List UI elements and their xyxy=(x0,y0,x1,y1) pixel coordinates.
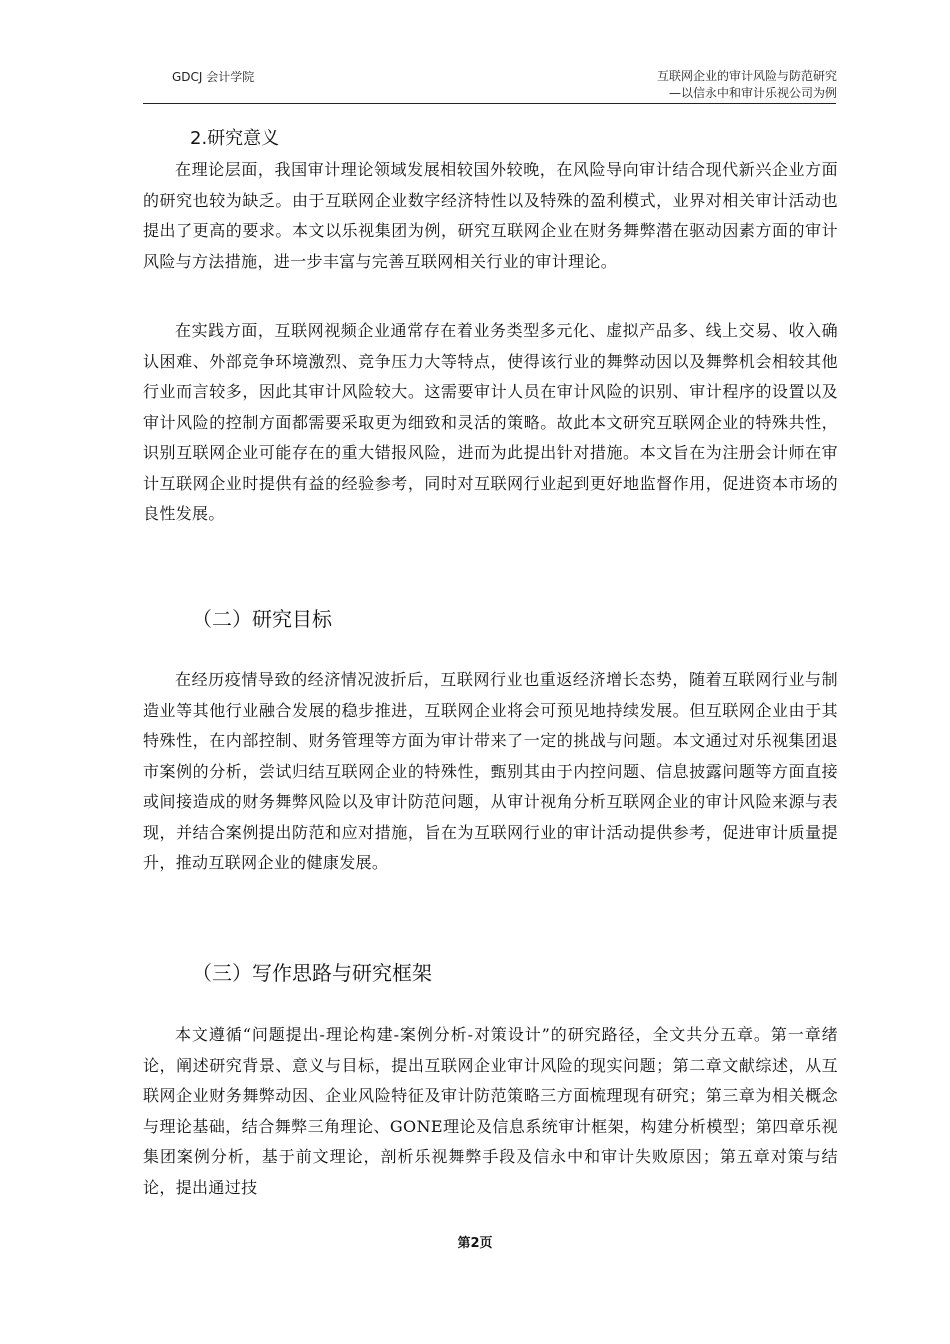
header-title-line2: —以信永中和审计乐视公司为例 xyxy=(668,86,837,100)
significance-paragraph-practice: 在实践方面，互联网视频企业通常存在着业务类型多元化、虚拟产品多、线上交易、收入确认困难、外部竞争环境激烈、竞争压力大等特点，使得该行业的舞弊动因以及舞弊机会相较其他行业而言较多，因此其审计风险较大。这需要审计人员在审计风险的识别、审计程序的设置以及审计风险的控制方面都需要采取更为细致和灵活的策略。故此本文研究互联网企业的特殊共性，识别互联网企业可能存在的重大错报风险，进而为此提出针对措施。本文旨在为注册会计师在审计互联网企业时提供有益的经验参考，同时对互联网行业起到更好地监督作用，促进资本市场的良性发展。 xyxy=(143,321,838,523)
framework-paragraph: 本文遵循“问题提出-理论构建-案例分析-对策设计”的研究路径，全文共分五章。第一章绪论，阐述研究背景、意义与目标，提出互联网企业审计风险的现实问题；第二章文献综述，从互联网企业财务舞弊动因、企业风险特征及审计防范策略三方面梳理现有研究；第三章为相关概念与理论基础，结合舞弊三角理论、GONE理论及信息系统审计框架，构建分析模型；第四章乐视集团案例分析，基于前文理论，剖析乐视舞弊手段及信永中和审计失败原因；第五章对策与结论，提出通过技 xyxy=(143,1025,838,1197)
significance-paragraph-theory: 在理论层面，我国审计理论领域发展相较国外较晚，在风险导向审计结合现代新兴企业方面的研究也较为缺乏。由于互联网企业数字经济特性以及特殊的盈利模式，业界对相关审计活动也提出了更高的要求。本文以乐视集团为例，研究互联网企业在财务舞弊潜在驱动因素方面的审计风险与方法措施，进一步丰富与完善互联网相关行业的审计理论。 xyxy=(143,160,838,271)
framework-heading: （三）写作思路与研究框架 xyxy=(192,961,432,985)
header-divider xyxy=(143,103,836,104)
header-school: GDCJ 会计学院 xyxy=(172,70,255,84)
significance-heading: 2.研究意义 xyxy=(190,128,280,149)
header-title-line1: 互联网企业的审计风险与防范研究 xyxy=(656,69,837,83)
research-goal-paragraph: 在经历疫情导致的经济情况波折后，互联网行业也重返经济增长态势，随着互联网行业与制造业等其他行业融合发展的稳步推进，互联网企业将会可预见地持续发展。但互联网企业由于其特殊性，在内部控制、财务管理等方面为审计带来了一定的挑战与问题。本文通过对乐视集团退市案例的分析，尝试归结互联网企业的特殊性，甄别其由于内控问题、信息披露问题等方面直接或间接造成的财务舞弊风险以及审计防范问题，从审计视角分析互联网企业的审计风险来源与表现，并结合案例提出防范和应对措施，旨在为互联网行业的审计活动提供参考，促进审计质量提升，推动互联网企业的健康发展。 xyxy=(143,670,838,872)
research-goal-heading: （二）研究目标 xyxy=(192,607,332,631)
page-number: 第2页 xyxy=(457,1236,493,1251)
header-title xyxy=(657,68,837,102)
